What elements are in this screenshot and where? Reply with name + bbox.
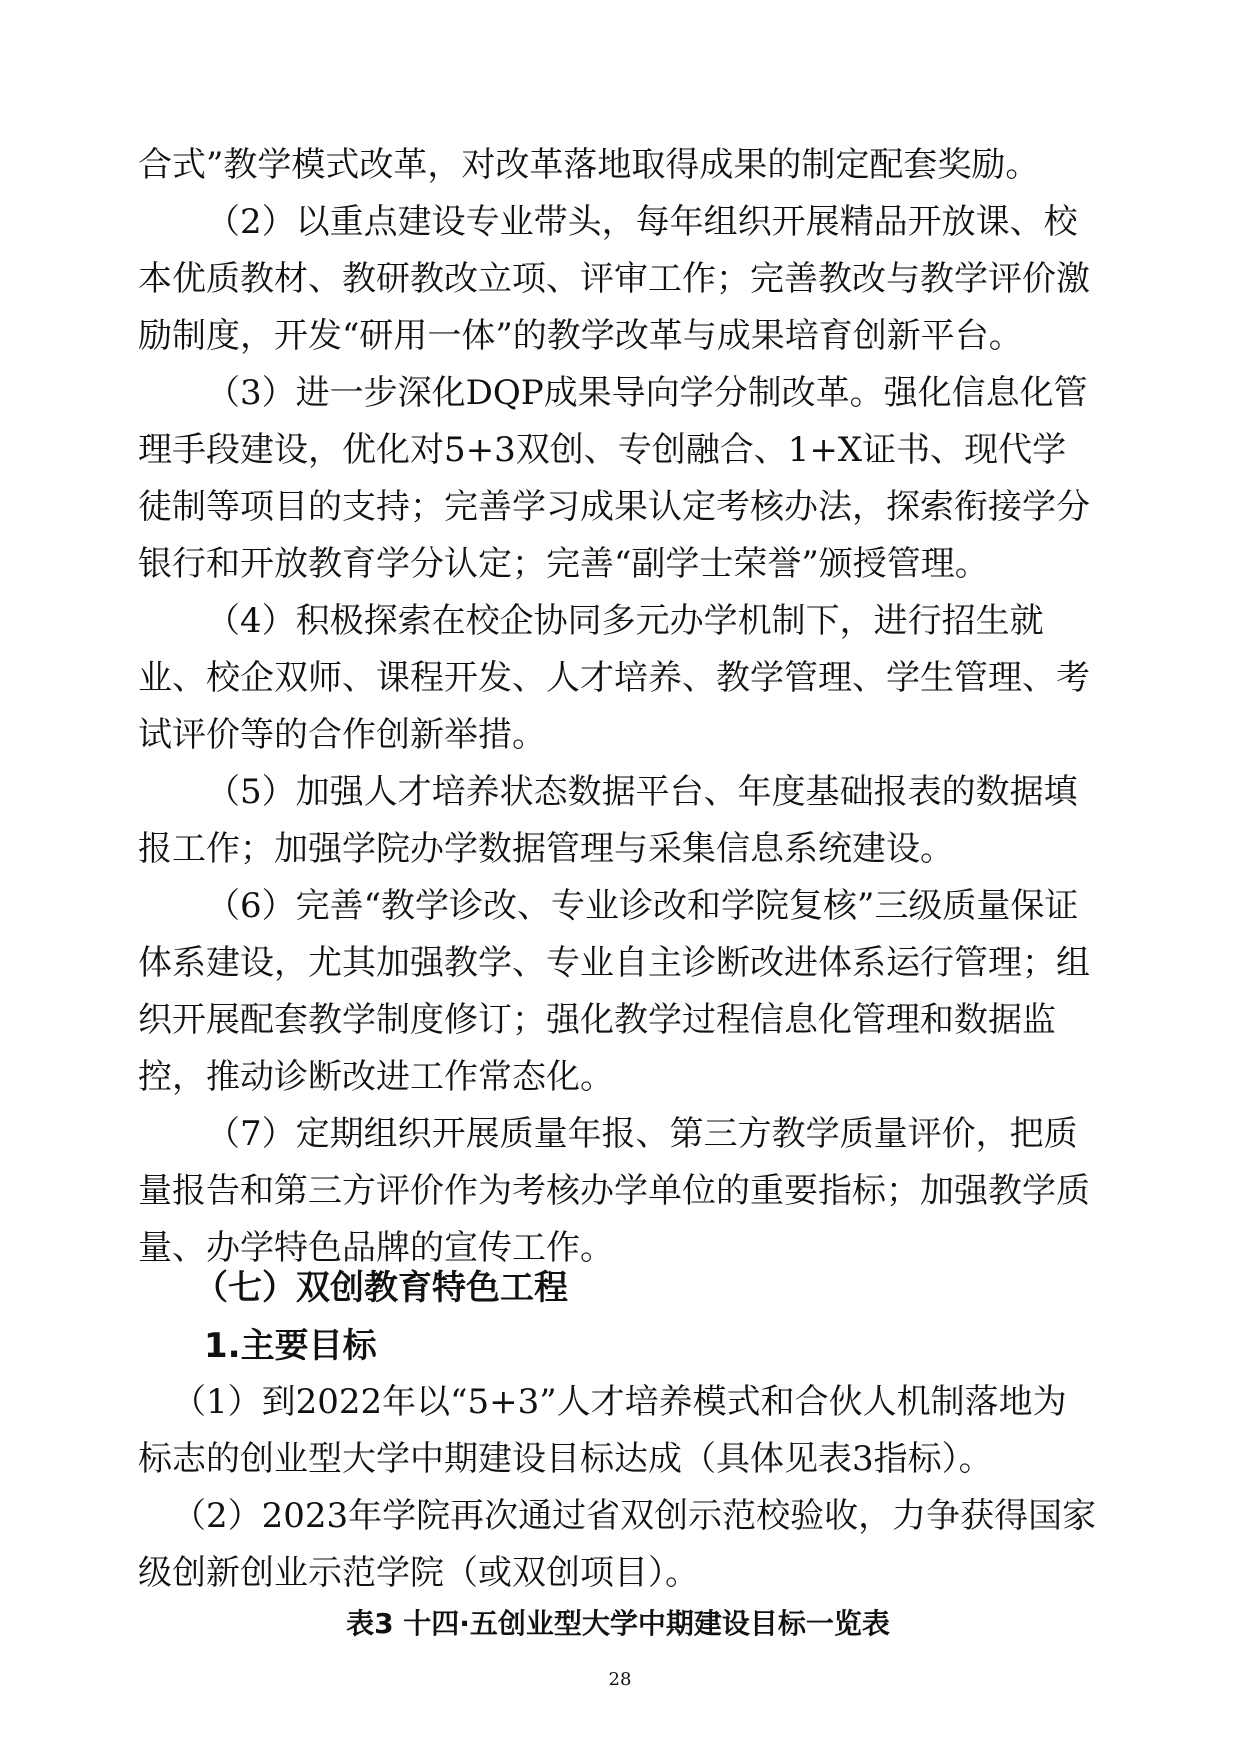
- sub-heading: 1.主要目标: [204, 1326, 377, 1366]
- paragraph-item-5: （5）加强人才培养状态数据平台、年度基础报表的数据填报工作；加强学院办学数据管理与采集信息系统建设。: [138, 772, 1078, 869]
- page-number: 28: [608, 1669, 632, 1690]
- paragraph-item-3: （3）进一步深化DQP成果导向学分制改革。强化信息化管理手段建设，优化对5+3双创、专创融合、1+X证书、现代学徒制等项目的支持；完善学习成果认定考核办法，探索衔接学分银行和开放教育学分认定；完善“副学士荣誉”颁授管理。: [138, 373, 1090, 584]
- goal-item-2: （2）2023年学院再次通过省双创示范校验收，力争获得国家级创新创业示范学院（或双创项目）。: [138, 1496, 1097, 1593]
- paragraph-item-2: （2）以重点建设专业带头，每年组织开展精品开放课、校本优质教材、教研教改立项、评审工作；完善教改与教学评价激励制度，开发“研用一体”的教学改革与成果培育创新平台。: [138, 202, 1090, 356]
- paragraph-item-6: （6）完善“教学诊改、专业诊改和学院复核”三级质量保证体系建设，尤其加强教学、专业自主诊断改进体系运行管理；组织开展配套教学制度修订；强化教学过程信息化管理和数据监控，推动诊断改进工作常态化。: [138, 886, 1090, 1097]
- table-caption: 表3 十四·五创业型大学中期建设目标一览表: [346, 1607, 890, 1640]
- paragraph-item-4: （4）积极探索在校企协同多元办学机制下，进行招生就业、校企双师、课程开发、人才培养、教学管理、学生管理、考试评价等的合作创新举措。: [138, 601, 1090, 755]
- paragraph-continuation: 合式”教学模式改革，对改革落地取得成果的制定配套奖励。: [138, 145, 1040, 185]
- section-heading: （七）双创教育特色工程: [194, 1268, 568, 1308]
- goal-item-1: （1）到2022年以“5+3”人才培养模式和合伙人机制落地为标志的创业型大学中期建设目标达成（具体见表3指标）。: [138, 1382, 1067, 1479]
- paragraph-item-7: （7）定期组织开展质量年报、第三方教学质量评价，把质量报告和第三方评价作为考核办学单位的重要指标；加强教学质量、办学特色品牌的宣传工作。: [138, 1114, 1090, 1268]
